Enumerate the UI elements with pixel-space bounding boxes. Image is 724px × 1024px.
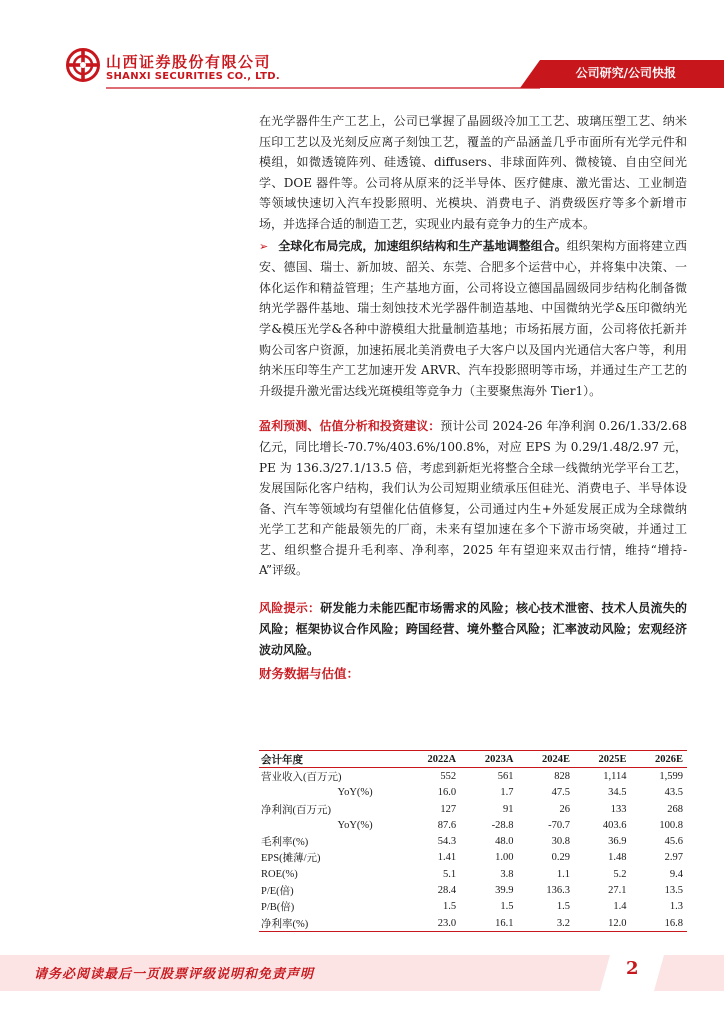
table-cell: 48.0 (495, 836, 514, 848)
table-row (259, 768, 687, 785)
table-cell: 39.9 (495, 885, 514, 897)
table-cell: 23.0 (403, 915, 460, 932)
table-cell: 91 (503, 803, 514, 815)
table-cell: 9.4 (669, 868, 683, 880)
row-label: 净利润(百万元) (261, 804, 331, 816)
company-name-cn: 山西证券股份有限公司 (106, 53, 272, 71)
table-cell: 133 (610, 803, 627, 815)
page-number: 2 (626, 958, 639, 979)
report-body (259, 111, 687, 683)
table-cell: 1.48 (608, 852, 627, 864)
table-cell: 127 (440, 803, 457, 815)
table-cell: 1,114 (603, 770, 627, 782)
table-cell: 3.8 (500, 868, 514, 880)
table-cell: 1.5 (442, 901, 457, 913)
table-cell: -70.7 (548, 819, 570, 831)
table-cell: 16.1 (460, 915, 517, 932)
table-cell: 403.6 (602, 819, 627, 831)
table-cell: 828 (554, 770, 570, 782)
table-row (259, 785, 687, 801)
table-cell: -28.8 (491, 819, 514, 831)
table-cell: 13.5 (664, 885, 683, 897)
table-cell: 1.1 (556, 868, 570, 880)
footer-disclaimer: 请务必阅读最后一页股票评级说明和免责声明 (34, 967, 315, 982)
row-label: YoY(%) (337, 819, 373, 831)
table-cell: 5.1 (442, 868, 457, 880)
table-row (259, 833, 687, 849)
table-row (259, 817, 687, 833)
table-header-cell: 2024E (518, 751, 574, 768)
table-cell: 47.5 (551, 787, 570, 799)
table-cell: 268 (667, 803, 683, 815)
table-cell: 100.8 (659, 819, 683, 831)
table-cell: 5.2 (613, 868, 627, 880)
table-cell: 1.3 (669, 901, 683, 913)
table-cell: 87.6 (437, 819, 457, 831)
row-label: EPS(摊薄/元) (261, 853, 321, 865)
table-header-cell: 2022A (403, 751, 460, 768)
financial-table-title: 财务数据与估值： (259, 666, 360, 682)
row-label: P/B(倍) (261, 902, 295, 914)
company-name-en: SHANXI SECURITIES CO., LTD. (106, 71, 280, 82)
table-cell: 136.3 (546, 885, 570, 897)
table-cell: 0.29 (551, 852, 570, 864)
table-cell: 1.00 (495, 852, 514, 864)
row-label: ROE(%) (261, 868, 298, 880)
table-cell: 1.7 (500, 787, 514, 799)
table-body (259, 768, 687, 932)
bullet-arrow-icon: ➢ (259, 239, 269, 253)
table-cell: 28.4 (437, 885, 457, 897)
risk-title: 风险提示： (259, 601, 321, 616)
row-label: 净利率(%) (259, 915, 403, 932)
forecast-text: 预计公司 2024-26 年净利润 0.26/1.33/2.68 亿元，同比增长-70.7%/403.6%/100.8%，对应 EPS 为 0.29/1.48/2.97 元，PE 为 136.3/27.1/13.5 倍，考虑到新炬光将整合全球一线微纳光学平台工艺，发展国际化客户结构，我们认为公司短期业绩承压但硅光、消费电子、半导体设备、汽车等领域均有望催化估值修复，公司通过内生+外延发展正成为全球微纳光学工艺和产能最领先的厂商，未来有望加速在多个下游市场突破，并通过工艺、组织整合提升毛利率、净利率，2025 年有望迎来双击行情，维持“增持-A”评级。 (259, 419, 687, 578)
row-label: 营业收入(百万元) (261, 771, 342, 783)
forecast-title: 盈利预测、估值分析和投资建议： (259, 419, 441, 434)
table-cell: 54.3 (437, 836, 457, 848)
table-cell: 2.97 (664, 852, 683, 864)
report-type: 公司研究/公司快报 (575, 66, 676, 80)
table-cell: 561 (497, 770, 514, 782)
table-row (259, 882, 687, 898)
table-cell: 34.5 (608, 787, 627, 799)
table-header-cell: 会计年度 (259, 751, 403, 768)
table-row (259, 850, 687, 866)
table-cell: 1.41 (437, 852, 457, 864)
table-header-cell: 2026E (630, 751, 687, 768)
bullet-globalization (259, 236, 687, 402)
table-cell: 16.0 (437, 787, 457, 799)
table-cell: 16.8 (630, 915, 687, 932)
table-cell: 12.0 (574, 915, 630, 932)
risk-text: 研发能力未能匹配市场需求的风险；核心技术泄密、技术人员流失的风险；框架协议合作风险；跨国经营、境外整合风险；汇率波动风险；宏观经济波动风险。 (259, 601, 687, 658)
table-header-row (259, 751, 687, 768)
table-cell: 45.6 (664, 836, 683, 848)
table-cell: 36.9 (608, 836, 627, 848)
bullet-body: 组织架构方面将建立西安、德国、瑞士、新加坡、韶关、东莞、合肥多个运营中心，并将集中决策、一体化运作和精益管理；生产基地方面，公司将设立德国晶圆级同步结构化制备微纳光学器件基地、瑞士刻蚀技术光学器件制造基地、中国微纳光学&压印微纳光学&模压光学&各种中游模组大批量制造基地；市场拓展方面，公司将依托新并购公司客户资源，加速拓展北美消费电子大客户以及国内光通信大客户等，利用纳米压印等生产工艺加速开发 ARVR、汽车投影照明等市场，并通过生产工艺的升级提升激光雷达线光斑模组等竞争力（主要聚焦海外 Tier1）。 (259, 238, 687, 398)
paragraph-forecast (259, 416, 687, 581)
table-row (259, 915, 687, 932)
table-cell: 552 (440, 770, 457, 782)
table-cell: 1.5 (500, 901, 514, 913)
paragraph-risk (259, 598, 687, 661)
table-header-cell: 2023A (460, 751, 517, 768)
table-cell: 1.4 (613, 901, 627, 913)
row-label: 毛利率(%) (261, 837, 309, 849)
table-cell: 43.5 (664, 787, 683, 799)
table-row (259, 899, 687, 915)
bullet-heading: 全球化布局完成，加速组织结构和生产基地调整组合。 (278, 238, 567, 253)
table-row (259, 866, 687, 882)
row-label: P/E(倍) (261, 886, 294, 898)
table-cell: 3.2 (518, 915, 574, 932)
table-cell: 1.5 (556, 901, 570, 913)
table-header-cell: 2025E (574, 751, 630, 768)
table-cell: 1,599 (659, 770, 683, 782)
financial-table (259, 750, 687, 932)
table-cell: 26 (559, 803, 570, 815)
paragraph-process: 在光学器件生产工艺上，公司已掌握了晶圆级冷加工工艺、玻璃压塑工艺、纳米压印工艺以及光刻反应离子刻蚀工艺，覆盖的产品涵盖几乎市面所有光学元件和模组，如微透镜阵列、硅透镜、diffusers、非球面阵列、微棱镜、自由空间光学、DOE 器件等。公司将从原来的泛半导体、医疗健康、激光雷达、工业制造等领域快速切入汽车投影照明、光模块、消费电子、消费级医疗等多个新增市场，并选择合适的制造工艺，实现业内最有竞争力的生产成本。 (259, 114, 687, 231)
table-cell: 30.8 (551, 836, 570, 848)
page-header (0, 0, 724, 100)
table-cell: 27.1 (608, 885, 627, 897)
row-label: YoY(%) (337, 787, 373, 799)
table-row (259, 801, 687, 817)
